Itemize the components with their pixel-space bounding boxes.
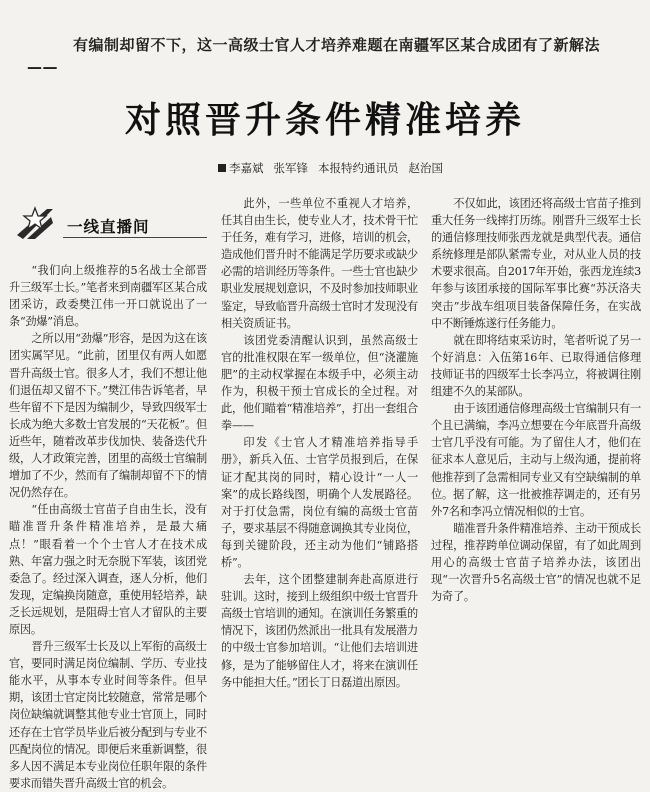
article-headline: 对照晋升条件精准培养 <box>124 100 525 141</box>
paragraph: 不仅如此，该团还将高级士官苗子推到重大任务一线摔打历练。刚晋升三级军士长的通信修理技师张西龙就是典型代表。通信系统修理是部队紧需专业，对从业人员的技术要求很高。自2017年开始，张西龙连续3年参与该团承接的国际军事比赛“苏沃洛夫突击”步战车组项目装备保障任务，在实战中不断锤炼遂行任务能力。 <box>431 197 641 330</box>
article-byline <box>218 160 443 176</box>
section-divider <box>63 237 207 238</box>
byline-author: 赵治国 <box>408 161 443 175</box>
paragraph: 由于该团通信修理高级士官编制只有一个且已满编，李冯立想要在今年底晋升高级士官几乎没有可能。为了留住人才，他们在征求本人意见后，主动与上级沟通，提前将他推荐到了急需相同专业又有空缺编制的单位。据了解，这一批被推荐调走的，还有另外7名和李冯立情况相似的士官。 <box>431 402 641 518</box>
paragraph: 之所以用“劲爆”形容，是因为这在该团实属罕见。“此前，团里仅有两人如愿晋升高级士官。很多人才，我们不想让他们退伍却又留不下。”樊江伟告诉笔者，早些年留不下是因为编制少，导致四级军士长成为绝大多数士官发展的“天花板”。但近些年，随着改革步伐加快、装备迭代升级，人才政策完善，团里的高级士官编制增加了不少，然而有了编制却留不下的情况仍然存在。 <box>9 332 207 500</box>
paragraph: 此外，一些单位不重视人才培养，任其自由生长，使专业人才，技术骨干忙于任务，难有学习，进修，培训的机会，造成他们晋升时不能满足学历要求或缺少必需的培训经历等条件。一些士官也缺少职业发展规划意识，不及时参加技师职业鉴定，导致临晋升高级士官时才发现没有相关资质证书。 <box>221 197 418 330</box>
paragraph: 就在即将结束采访时，笔者听说了另一个好消息：入伍第16年、已取得通信修理技师证书的四级军士长李冯立，将被调往刚组建不久的某部队。 <box>431 333 641 399</box>
byline-square-icon <box>218 164 226 172</box>
article-column-1 <box>9 262 207 790</box>
section-title: 一线直播间 <box>67 218 150 236</box>
star-badge-icon <box>17 205 53 241</box>
article-lead: 有编制却留不下，这一高级士官人才培养难题在南疆军区某合成团有了新解法—— <box>27 36 601 76</box>
paragraph: “我们向上级推荐的5名战士全部晋升三级军士长。”笔者来到南疆军区某合成团采访，政委樊江伟一开口就说出了一条“劲爆”消息。 <box>9 264 207 329</box>
paragraph: 去年，这个团整建制奔赴高原进行驻训。这时，接到上级组织中级士官晋升高级士官培训的通知。在演训任务繁重的情况下，该团仍然派出一批具有发展潜力的中级士官参加培训。“让他们去培训进修，是为了能够留住人才，将来在演训任务中能担大任。”团长丁日磊道出原因。 <box>221 573 418 689</box>
paragraph: “任由高级士官苗子自由生长，没有瞄准晋升条件精准培养，是最大痛点！”眼看着一个个士官人才在技术成熟、年富力强之时无奈脱下军装，该团党委急了。经过深入调查，逐人分析，他们发现，定编换岗随意，重使用轻培养，缺乏长远规划，是阻碍士官人才留队的主要原因。 <box>9 503 207 636</box>
byline-author: 张军锋 <box>273 161 308 175</box>
paragraph: 印发《士官人才精准培养指导手册》，新兵入伍、士官学员报到后，在保证才配其岗的同时，精心设计“一人一案”的成长路线图，明确个人发展路径。对于打仗急需，岗位有编的高级士官苗子，要求基层不得随意调换其专业岗位，每到关键阶段，还主动为他们“铺路搭桥”。 <box>221 436 418 569</box>
article-column-2 <box>221 195 418 689</box>
paragraph: 晋升三级军士长及以上军衔的高级士官，要同时满足岗位编制、学历、专业技能水平，从事本专业时间等条件。但早期，该团士官定岗比较随意，常常是哪个岗位缺编就调整其他专业士官顶上，同时还存在士官学员毕业后被分配到与专业不匹配岗位的情况。即便后来重新调整，很多人因不满足本专业岗位任职年限的条件要求而错失晋升高级士官的机会。 <box>9 640 207 790</box>
byline-author: 李嘉斌 <box>229 161 264 175</box>
paragraph: 该团党委清醒认识到，虽然高级士官的批准权限在军一级单位，但“浇灌施肥”的主动权掌握在本级手中，必须主动作为，积极干预士官成长的全过程。对此，他们瞄着“精准培养”，打出一套组合拳—— <box>221 333 418 433</box>
section-header <box>15 205 207 241</box>
byline-role: 本报特约通讯员 <box>318 161 399 175</box>
paragraph: 瞄准晋升条件精准培养、主动干预成长过程，推荐跨单位调动保留，有了如此周到用心的高级士官苗子培养办法，该团出现“一次晋升5名高级士官”的情况也就不足为奇了。 <box>431 521 641 604</box>
article-column-3 <box>431 195 641 680</box>
